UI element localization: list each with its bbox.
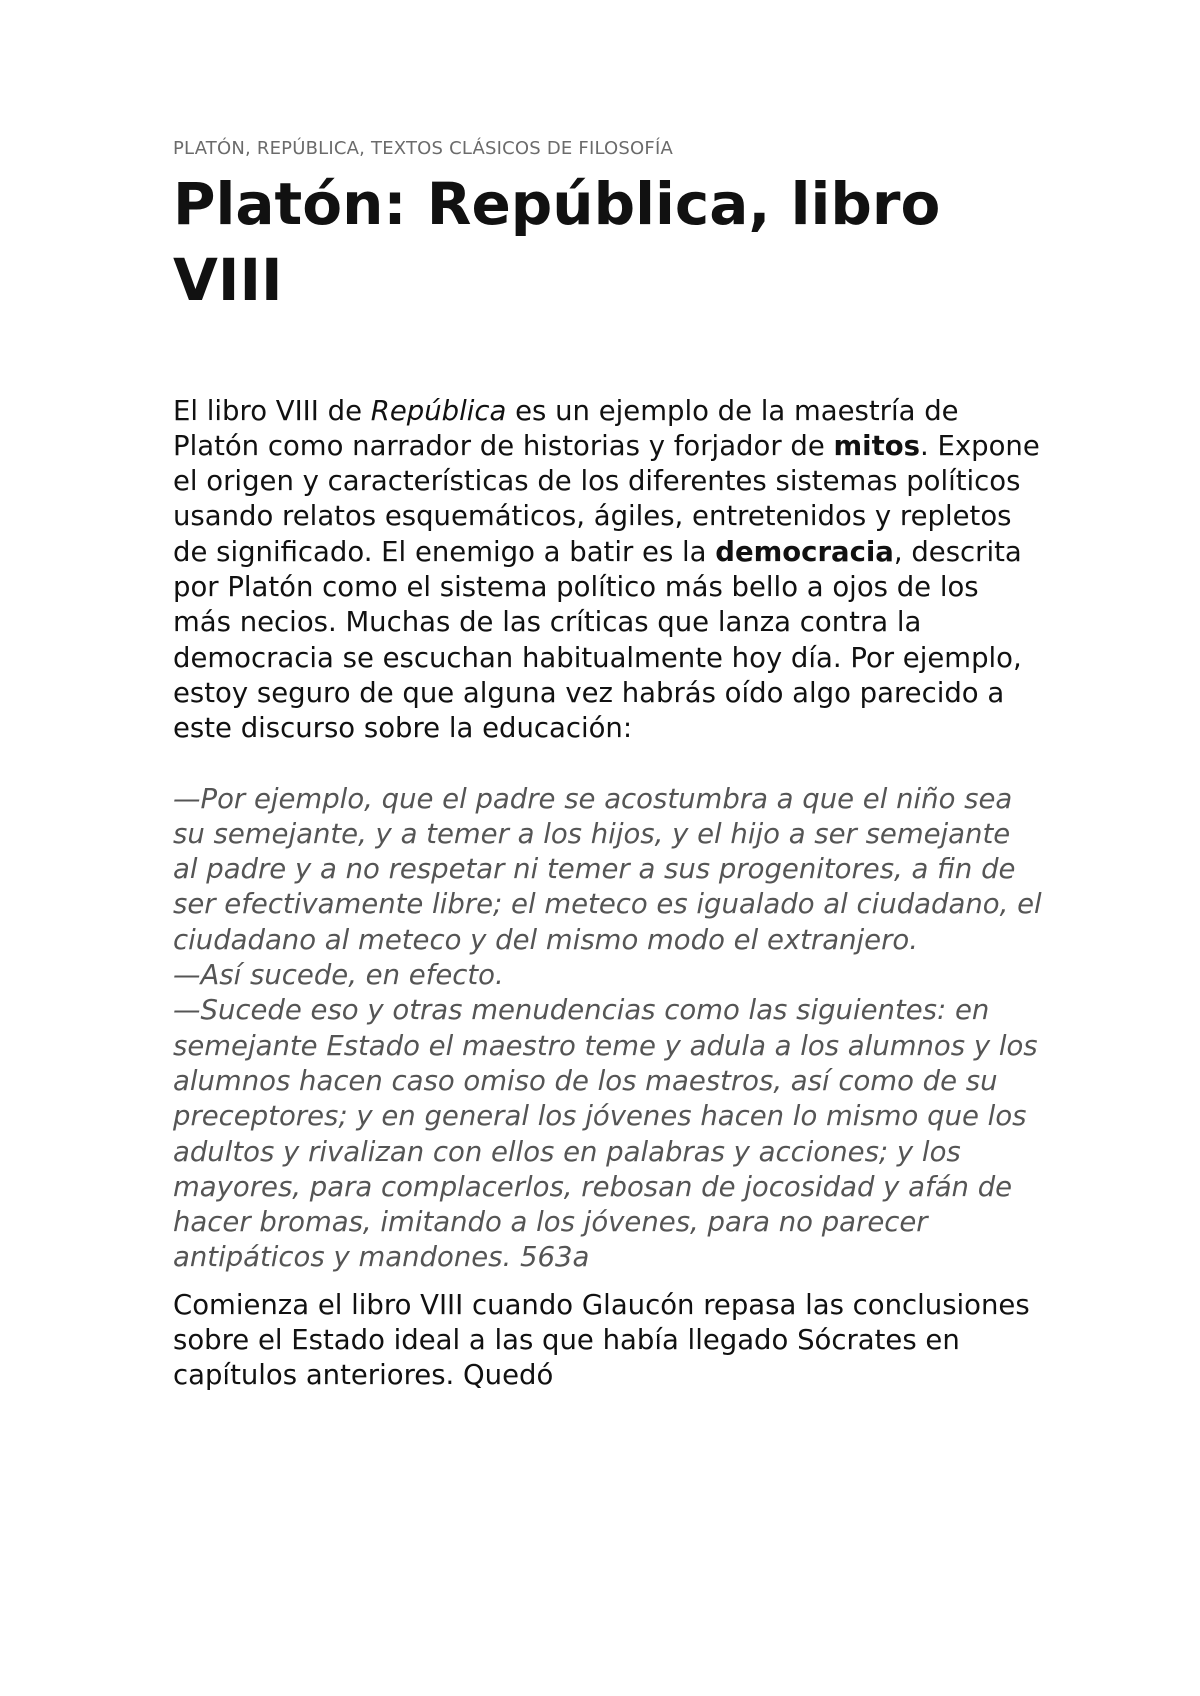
body-paragraph: Comienza el libro VIII cuando Glaucón repasa las conclusiones sobre el Estado ideal a las que había llegado Sócrates en capítulos anteriores. Quedó: [173, 1288, 1030, 1392]
intro-paragraph: [173, 394, 1043, 747]
intro-text-2: es un ejemplo de la maestría de Platón como narrador de historias y forjador de: [173, 394, 959, 462]
page-title: Platón: República, libro VIII: [173, 169, 941, 314]
intro-text-1: El libro VIII de: [173, 394, 371, 427]
work-title: República: [370, 394, 507, 427]
keyword-mitos: mitos: [833, 429, 920, 462]
intro-text-3: . Expone el origen y características de los diferentes sistemas políticos usando relatos esquemáticos, ágiles, entretenidos y repletos de significado. El enemigo a batir es la: [173, 429, 1040, 568]
keyword-democracia: democracia: [715, 535, 894, 568]
quote-line: —Así sucede, en efecto.: [173, 959, 504, 992]
article: [173, 138, 1043, 1394]
quote-line: —Por ejemplo, que el padre se acostumbra a que el niño sea su semejante, y a temer a los hijos, y el hijo a ser semejante al padre y a no respetar ni temer a sus progenitores, a fin de ser efectivamente libre; el meteco es igualado al ciudadano, el ciudadano al meteco y del mismo modo el extranjero.: [173, 782, 1042, 956]
blockquote: [173, 782, 1043, 1276]
quote-line: —Sucede eso y otras menudencias como las siguientes: en semejante Estado el maestro teme y adula a los alumnos y los alumnos hacen caso omiso de los maestros, así como de su preceptores; y en general los jóvenes hacen lo mismo que los adultos y rivalizan con ellos en palabras y acciones; y los mayores, para complacerlos, rebosan de jocosidad y afán de hacer bromas, imitando a los jóvenes, para no parecer antipáticos y mandones. 563a: [173, 994, 1038, 1274]
category-breadcrumb[interactable]: PLATÓN, REPÚBLICA, TEXTOS CLÁSICOS DE FILOSOFÍA: [173, 138, 673, 159]
intro-text-4: , descrita por Platón como el sistema político más bello a ojos de los más necios. Muchas de las críticas que lanza contra la democracia se escuchan habitualmente hoy día. Por ejemplo, estoy seguro de que alguna vez habrás oído algo parecido a este discurso sobre la educación:: [173, 535, 1022, 745]
